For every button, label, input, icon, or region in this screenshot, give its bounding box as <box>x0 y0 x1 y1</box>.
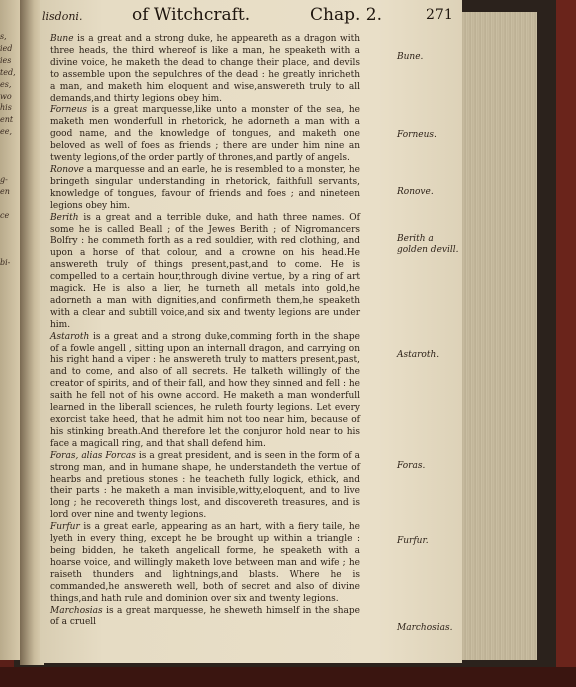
left-page-fragment: ies <box>0 55 12 65</box>
left-page-fragment: ce <box>0 210 10 220</box>
paragraph-ronove <box>50 165 360 213</box>
paragraph-text: is a great president, and is seen in the form of a strong man, and in humane shape, he understandeth the vertue of hearbs and pretious stones : he teacheth fully logick, ethick, and their parts : he maketh a man invisible,witty,eloquent, and to live long ; he recovereth things lost, and discovereth treasures, and is lord over nine and twenty legions. <box>50 450 360 521</box>
book-page <box>40 0 462 663</box>
left-page-fragment: es, <box>0 79 12 89</box>
page-stack-edge <box>462 12 537 660</box>
sidenote-forneus: Forneus. <box>397 130 437 140</box>
spirit-name: Ronove <box>50 164 84 175</box>
left-page-fragment: ee, <box>0 127 13 137</box>
spirit-name: Marchosias <box>50 605 103 616</box>
sidenote-marchosias: Marchosias. <box>397 623 453 633</box>
left-page-fragment: ent <box>0 115 14 125</box>
paragraph-furfur <box>50 522 360 605</box>
left-page-edge <box>0 0 22 660</box>
paragraph-text: is a great and a terrible duke, and hath three names. Of some he is called Beall ; of the Jewes Berith ; of Nigromancers Bolfry : he commeth forth as a red souldier, with red clothing, and upon a horse of that colour, and a crowne on his head.He answereth truly of things present,past,and to come. He is compelled to a certain hour,through divine vertue, by a ring of art magick. He is also a lier, he turneth all metals into gold,he adorneth a man with dignities,and confirmeth them,he speaketh with a clear and subtill voice,and six and twenty legions are under him. <box>50 212 360 330</box>
left-page-fragment: g- <box>0 174 8 184</box>
paragraph-forneus <box>50 105 360 165</box>
spirit-name: Foras, alias Forcas <box>50 450 136 461</box>
sidenote-bune: Bune. <box>397 52 424 62</box>
paragraph-marchosias <box>50 606 360 630</box>
spirit-name: Bune <box>50 34 74 44</box>
paragraph-berith <box>50 213 360 332</box>
header-left-fragment: lisdoni. <box>42 10 83 23</box>
left-page-fragment: en <box>0 186 10 196</box>
left-page-fragment: ted, <box>0 67 16 77</box>
paragraph-bune <box>50 34 360 105</box>
left-page-fragment: s, <box>0 32 7 41</box>
sidenote-foras: Foras. <box>397 461 426 471</box>
paragraph-text: is a great marquesse, he sheweth himself in the shape of a cruell <box>50 605 360 628</box>
paragraph-text: is a great and a strong duke,comming forth in the shape of a fowle angell , sitting upon an internall dragon, and carrying on his right hand a viper : he answereth truly to matters present,past, and to come, and also of all secrets. He talketh willingly of the creator of spirits, and of their fall, and how they sinned and fell : he saith he fell not of his owne accord. He maketh a man wonderfull learned in the liberall sciences, he ruleth fourty legions. Let every exorcist take heed, that he admit him not too near him, because of his stinking breath.And therefore let the conjuror hold near to his face a magicall ring, and that shall defend him. <box>50 331 360 449</box>
left-page-fragment: ied <box>0 43 13 53</box>
paragraph-text: is a great earle, appearing as an hart, with a fiery taile, he lyeth in every thing, except he be brought up within a triangle : being bidden, he taketh angelicall forme, he speaketh with a hoarse voice, and willingly maketh love between man and wife ; he raiseth thunders and lightnings,and blasts. Where he is commanded,he answereth well, both of secret and also of divine things,and hath rule and dominion over six and twenty legions. <box>50 522 360 604</box>
sidenote-ronove: Ronove. <box>397 187 434 197</box>
paragraph-text: is a great marquesse,like unto a monster of the sea, he maketh men wonderfull in rhetorick, he adorneth a man with a good name, and the knowledge of tongues, and maketh one beloved as well of foes as friends ; there are under him nine an twenty legions,of the order partly of thrones,and partly of angels. <box>50 105 360 164</box>
book-cover-right <box>556 0 576 687</box>
paragraph-foras <box>50 451 360 522</box>
paragraph-text: a marquesse and an earle, he is resembled to a monster, he bringeth singular understanding in rhetorick, faithfull servants, knowledge of tongues, favour of friends and foes ; and nineteen legions obey him. <box>50 164 360 211</box>
paragraph-astaroth <box>50 332 360 451</box>
sidenote-furfur: Furfur. <box>397 536 429 546</box>
spirit-name: Furfur <box>50 522 80 533</box>
spirit-name: Astaroth <box>50 331 90 342</box>
header-chapter: Chap. 2. <box>310 5 383 25</box>
sidenote-berith: Berith a golden devill. <box>397 234 459 255</box>
header-title: of Witchcraft. <box>132 5 251 25</box>
left-page-fragment: bi- <box>0 258 11 268</box>
spirit-name: Berith <box>50 212 79 223</box>
page-body <box>50 34 360 629</box>
paragraph-text: is a great and a strong duke, he appeareth as a dragon with three heads, the third whereof is like a man, he speaketh with a divine voice, he maketh the dead to change their place, and devils to assemble upon the sepulchres of the dead : he greatly inricheth a man, and maketh him eloquent and wise,answereth truly to all demands,and thirty legions obey him. <box>50 34 360 104</box>
sidenote-astaroth: Astaroth. <box>397 350 440 360</box>
left-page-fragment: wo <box>0 91 12 101</box>
left-page-fragment: his <box>0 103 12 113</box>
book-cover-bottom <box>0 667 576 687</box>
page-number: 271 <box>426 7 453 23</box>
running-header <box>40 4 462 34</box>
spirit-name: Forneus <box>50 105 88 116</box>
